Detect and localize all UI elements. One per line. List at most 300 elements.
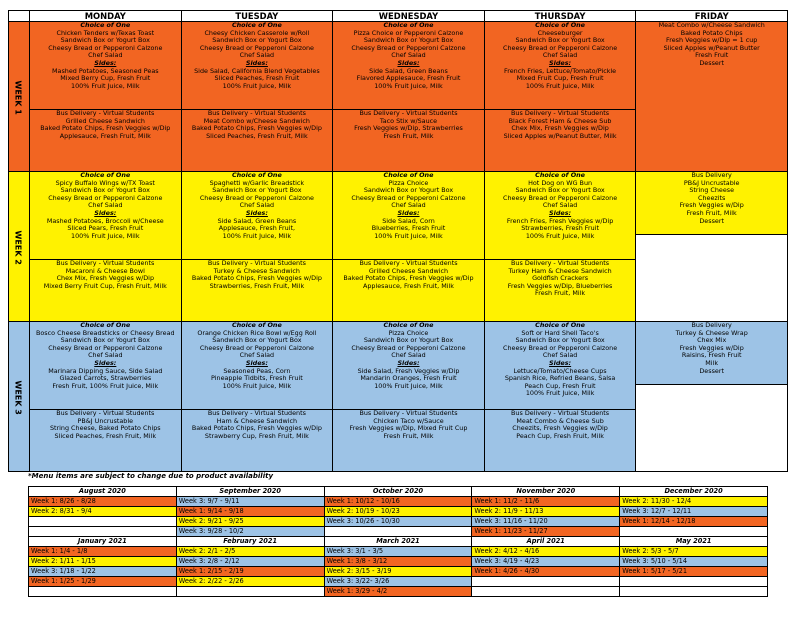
week-label: WEEK 2 <box>13 230 23 265</box>
menu-item: Grilled Cheese Sandwich <box>65 117 145 125</box>
menu-item: Chef Salad <box>88 352 123 360</box>
menu-item: Orange Chicken Rice Bowl w/Egg Roll <box>197 329 317 337</box>
school-menu-block <box>485 172 636 259</box>
calendar-week-cell: Week 1: 8/26 - 8/28 <box>29 497 177 507</box>
menu-item: Baked Potato Chips <box>680 29 743 37</box>
menu-item: Chef Salad <box>239 202 275 210</box>
menu-item: Fresh Fruit, Milk <box>383 132 434 140</box>
virtual-menu-block <box>30 109 181 140</box>
menu-item: Chef Salad <box>239 352 275 360</box>
school-menu-block <box>30 172 181 259</box>
menu-item: Chicken Tenders w/Texas Toast <box>56 29 155 37</box>
calendar-month-header: September 2020 <box>176 487 324 497</box>
menu-cell <box>30 172 182 322</box>
choice-heading: Choice of One <box>231 172 282 179</box>
sides-heading: Sides: <box>94 209 117 217</box>
menu-item: Chex Mix <box>697 337 727 345</box>
calendar-month-header: April 2021 <box>472 537 620 547</box>
choice-heading: Choice of One <box>231 322 282 329</box>
menu-item: Bus Delivery - Virtual Students <box>511 410 610 417</box>
calendar-row <box>29 507 768 517</box>
menu-item: Hot Dog on WG Bun <box>528 179 593 187</box>
menu-cell <box>30 322 182 472</box>
menu-cell <box>181 22 333 172</box>
choice-heading: Choice of One <box>80 172 131 179</box>
calendar-week-cell: Week 2: 10/19 - 10/23 <box>324 507 472 517</box>
menu-item: Cheesy Bread or Pepperoni Calzone <box>351 194 466 202</box>
choice-heading: Choice of One <box>80 22 131 29</box>
menu-item: 100% Fruit Juice, Milk <box>222 82 292 90</box>
menu-cell <box>30 22 182 172</box>
calendar-row <box>29 587 768 597</box>
menu-item: Bus Delivery - Virtual Students <box>511 260 610 267</box>
menu-item: Chef Salad <box>391 352 426 360</box>
menu-item: Cheezits, Fresh Veggies w/Dip <box>512 425 608 433</box>
menu-item: Mashed Potatoes, Seasoned Peas <box>52 67 159 75</box>
calendar-week-cell: Week 1: 2/15 - 2/19 <box>176 567 324 577</box>
menu-item: Side Salad, Fresh Veggies w/Dip <box>357 367 460 375</box>
calendar-week-cell: Week 2: 3/15 - 3/19 <box>324 567 472 577</box>
choice-heading: Choice of One <box>383 322 434 329</box>
calendar-week-cell: Week 3: 12/7 - 12/11 <box>620 507 768 517</box>
calendar-week-cell: Week 2: 1/11 - 1/15 <box>29 557 177 567</box>
availability-note: *Menu items are subject to change due to product availability <box>28 472 274 480</box>
virtual-menu-block <box>485 259 636 298</box>
menu-item: Cheesy Chicken Casserole w/Roll <box>204 29 310 37</box>
menu-item: Spanish Rice, Refried Beans, Salsa <box>504 375 616 383</box>
menu-item: Cheeseburger <box>537 29 583 37</box>
menu-item: Turkey Ham & Cheese Sandwich <box>508 267 612 275</box>
calendar-month-header: October 2020 <box>324 487 472 497</box>
calendar-week-cell: Week 3: 3/1 - 3/5 <box>324 547 472 557</box>
menu-item: Bus Delivery - Virtual Students <box>359 110 458 117</box>
menu-item: Sandwich Box or Yogurt Box <box>363 337 454 345</box>
calendar-week-cell: Week 1: 11/23 - 11/27 <box>472 527 620 537</box>
day-header-wednesday: WEDNESDAY <box>333 11 485 22</box>
calendar-week-cell <box>29 517 177 527</box>
calendar-week-cell: Week 2: 8/31 - 9/4 <box>29 507 177 517</box>
choice-heading: Choice of One <box>535 22 586 29</box>
menu-item: Mixed Fruit Cup, Fresh Fruit <box>516 75 604 83</box>
menu-item: Chex Mix, Fresh Veggies w/Dip <box>56 275 155 283</box>
menu-item: Bus Delivery - Virtual Students <box>511 110 610 117</box>
menu-item: Baked Potato Chips, Fresh Veggies w/Dip <box>191 275 322 283</box>
menu-item: 100% Fruit Juice, Milk <box>222 232 292 240</box>
menu-item: Fresh Veggies w/Dip, Mixed Fruit Cup <box>349 425 468 433</box>
sides-heading: Sides: <box>245 59 268 67</box>
menu-item: Fresh Veggies w/Dip <box>679 344 744 352</box>
menu-item: Sliced Apples w/Peanut Butter, Milk <box>503 132 617 140</box>
menu-item: Cheesy Bread or Pepperoni Calzone <box>199 194 314 202</box>
menu-item: Sandwich Box or Yogurt Box <box>363 37 454 45</box>
menu-item: Peach Cup, Fresh Fruit <box>524 382 596 390</box>
sides-heading: Sides: <box>549 359 572 367</box>
virtual-menu-block <box>333 409 484 440</box>
menu-item: Black Forest Ham & Cheese Sub <box>508 117 612 125</box>
day-header-thursday: THURSDAY <box>484 11 636 22</box>
menu-item: Chef Salad <box>88 202 123 210</box>
menu-item: Strawberries, Fresh Fruit, Milk <box>209 282 305 290</box>
menu-item: Spaghetti w/Garlic Breadstick <box>209 179 305 187</box>
calendar-row <box>29 557 768 567</box>
school-menu-block <box>333 322 484 409</box>
menu-item: Pineapple Tidbits, Fresh Fruit <box>211 375 303 383</box>
calendar-week-cell: Week 1: 5/17 - 5/21 <box>620 567 768 577</box>
menu-item: Spicy Buffalo Wings w/TX Toast <box>55 179 155 187</box>
menu-item: Macaroni & Cheese Bowl <box>65 267 145 275</box>
calendar-row <box>29 527 768 537</box>
menu-item: Chef Salad <box>391 202 426 210</box>
menu-item: String Cheese <box>689 187 735 195</box>
menu-item: Pizza Choice <box>388 329 429 337</box>
choice-heading: Choice of One <box>80 322 131 329</box>
sides-heading: Sides: <box>245 359 268 367</box>
menu-cell <box>333 22 485 172</box>
week-label-cell <box>9 322 30 472</box>
calendar-week-cell: Week 3: 10/26 - 10/30 <box>324 517 472 527</box>
calendar-week-cell <box>620 587 768 597</box>
corner-cell <box>9 11 30 22</box>
menu-item: Soft or Hard Shell Taco's <box>521 329 599 337</box>
school-menu-block <box>636 172 787 235</box>
school-menu-block <box>30 322 181 409</box>
menu-item: Strawberry Cup, Fresh Fruit, Milk <box>204 432 309 440</box>
calendar-week-cell <box>472 577 620 587</box>
calendar-week-cell: Week 1: 10/12 - 10/16 <box>324 497 472 507</box>
menu-item: Baked Potato Chips, Fresh Veggies w/Dip <box>191 425 322 433</box>
week-label: WEEK 3 <box>13 380 23 415</box>
sides-heading: Sides: <box>397 59 420 67</box>
menu-item: Bus Delivery - Virtual Students <box>56 110 155 117</box>
menu-item: Dessert <box>699 217 724 225</box>
menu-item: Blueberries, Fresh Fruit <box>371 225 446 233</box>
school-menu-block <box>333 172 484 259</box>
menu-item: Sandwich Box or Yogurt Box <box>515 337 605 345</box>
menu-item: 100% Fruit Juice, Milk <box>374 82 443 90</box>
calendar-week-cell <box>472 587 620 597</box>
sides-heading: Sides: <box>549 59 572 67</box>
calendar-week-cell <box>324 527 472 537</box>
menu-item: Cheesy Bread or Pepperoni Calzone <box>503 194 618 202</box>
menu-item: Mixed Berry Cup, Fresh Fruit <box>60 75 151 83</box>
calendar-month-header: August 2020 <box>29 487 177 497</box>
calendar-week-cell: Week 1: 12/14 - 12/18 <box>620 517 768 527</box>
choice-heading: Choice of One <box>535 322 586 329</box>
menu-item: French Fries, Lettuce/Tomato/Pickle <box>504 67 617 75</box>
calendar-week-cell: Week 1: 11/2 - 11/6 <box>472 497 620 507</box>
calendar-week-cell: Week 3: 9/28 - 10/2 <box>176 527 324 537</box>
menu-item: Grilled Cheese Sandwich <box>368 267 449 275</box>
calendar-week-cell: Week 2: 9/21 - 9/25 <box>176 517 324 527</box>
menu-item: Side Salad, Corn <box>382 217 435 225</box>
menu-item: Chicken Taco w/Sauce <box>373 417 444 425</box>
menu-item: Cheesy Bread or Pepperoni Calzone <box>503 344 618 352</box>
virtual-menu-block <box>333 259 484 290</box>
menu-item: Chef Salad <box>88 52 123 60</box>
menu-item: Fresh Veggies w/Dip, Strawberries <box>354 125 463 133</box>
menu-item: Peach Cup, Fresh Fruit, Milk <box>516 432 604 440</box>
menu-item: Strawberries, Fresh Fruit <box>521 225 599 233</box>
weekly-menu-table <box>8 10 788 472</box>
menu-item: 100% Fruit Juice, Milk <box>374 382 443 390</box>
calendar-month-header: November 2020 <box>472 487 620 497</box>
virtual-menu-block <box>485 109 636 140</box>
menu-item: 100% Fruit Juice, Milk <box>71 232 140 240</box>
menu-item: Cheesy Bread or Pepperoni Calzone <box>351 344 466 352</box>
sides-heading: Sides: <box>397 209 420 217</box>
week-label-cell <box>9 22 30 172</box>
menu-item: Cheesy Bread or Pepperoni Calzone <box>199 344 314 352</box>
calendar-month-header: May 2021 <box>620 537 768 547</box>
menu-item: Sandwich Box or Yogurt Box <box>212 187 302 195</box>
week-row <box>9 172 788 322</box>
menu-item: Pizza Choice or Pepperoni Calzone <box>353 29 464 37</box>
menu-item: Sliced Peaches, Fresh Fruit, Milk <box>54 432 157 440</box>
calendar-week-cell: Week 2: 5/3 - 5/7 <box>620 547 768 557</box>
calendar-row <box>29 487 768 497</box>
virtual-menu-block <box>485 409 636 440</box>
school-menu-block <box>182 322 333 409</box>
menu-item: Chef Salad <box>542 202 578 210</box>
virtual-menu-block <box>182 109 333 140</box>
calendar-row <box>29 547 768 557</box>
menu-item: Cheezits <box>698 194 726 202</box>
menu-item: Sandwich Box or Yogurt Box <box>60 187 150 195</box>
menu-item: Bus Delivery - Virtual Students <box>207 410 306 417</box>
menu-item: Milk <box>705 359 719 367</box>
menu-item: PB&J Uncrustable <box>77 417 134 425</box>
menu-item: Fresh Fruit, Milk <box>535 290 586 298</box>
menu-item: Fresh Fruit, Milk <box>686 209 737 217</box>
calendar-week-cell: Week 2: 4/12 - 4/16 <box>472 547 620 557</box>
menu-item: Bosco Cheese Breadsticks or Cheesy Bread <box>36 329 175 337</box>
menu-item: 100% Fruit Juice, Milk <box>222 382 292 390</box>
sides-heading: Sides: <box>549 209 572 217</box>
menu-item: Turkey & Cheese Sandwich <box>213 267 300 275</box>
menu-item: String Cheese, Baked Potato Chips <box>49 425 161 433</box>
menu-cell <box>484 172 636 322</box>
calendar-week-cell: Week 3: 11/16 - 11/20 <box>472 517 620 527</box>
menu-item: 100% Fruit Juice, Milk <box>525 390 595 398</box>
calendar-week-cell: Week 2: 2/1 - 2/5 <box>176 547 324 557</box>
menu-item: Sliced Peaches, Fresh Fruit, Milk <box>206 132 308 140</box>
school-menu-block <box>333 22 484 109</box>
menu-item: Baked Potato Chips, Fresh Veggies w/Dip <box>40 125 171 133</box>
virtual-menu-block <box>182 409 333 440</box>
menu-item: Meat Combo & Cheese Sub <box>516 417 604 425</box>
calendar-week-cell: Week 1: 9/14 - 9/18 <box>176 507 324 517</box>
school-menu-block <box>182 172 333 259</box>
menu-item: Sandwich Box or Yogurt Box <box>60 337 150 345</box>
menu-cell <box>484 22 636 172</box>
calendar-week-cell: Week 2: 11/9 - 11/13 <box>472 507 620 517</box>
menu-item: Sliced Peaches, Fresh Fruit <box>214 75 300 83</box>
calendar-week-cell: Week 3: 9/7 - 9/11 <box>176 497 324 507</box>
menu-cell <box>484 322 636 472</box>
school-menu-block <box>182 22 333 109</box>
menu-item: Baked Potato Chips, Fresh Veggies w/Dip <box>191 125 322 133</box>
choice-heading: Choice of One <box>383 172 434 179</box>
menu-item: Flavored Applesauce, Fresh Fruit <box>356 75 461 83</box>
menu-item: Goldfish Crackers <box>532 275 589 283</box>
calendar-week-cell: Week 1: 3/29 - 4/2 <box>324 587 472 597</box>
calendar-week-cell <box>29 587 177 597</box>
menu-item: Chex Mix, Fresh Veggies w/Dip <box>511 125 609 133</box>
menu-item: Raisins, Fresh Fruit <box>681 352 742 360</box>
calendar-week-cell: Week 3: 4/19 - 4/23 <box>472 557 620 567</box>
menu-body <box>9 22 788 472</box>
menu-item: Dessert <box>699 367 724 375</box>
menu-item: Sliced Apples w/Peanut Butter <box>663 44 760 52</box>
virtual-menu-block <box>182 259 333 290</box>
calendar-week-cell: Week 1: 1/4 - 1/8 <box>29 547 177 557</box>
menu-item: Sandwich Box or Yogurt Box <box>515 37 605 45</box>
day-header-monday: MONDAY <box>30 11 182 22</box>
calendar-month-header: December 2020 <box>620 487 768 497</box>
day-header-friday: FRIDAY <box>636 11 788 22</box>
calendar-week-cell: Week 3: 1/18 - 1/22 <box>29 567 177 577</box>
calendar-week-cell: Week 1: 4/26 - 4/30 <box>472 567 620 577</box>
week-label: WEEK 1 <box>13 80 23 115</box>
menu-item: Sandwich Box or Yogurt Box <box>515 187 605 195</box>
menu-item: Bus Delivery - Virtual Students <box>207 110 306 117</box>
menu-item: Sliced Pears, Fresh Fruit <box>67 225 144 233</box>
menu-cell <box>333 322 485 472</box>
menu-item: Glazed Carrots, Strawberries <box>59 375 152 383</box>
menu-item: Cheesy Bread or Pepperoni Calzone <box>199 44 314 52</box>
menu-item: Cheesy Bread or Pepperoni Calzone <box>351 44 466 52</box>
calendar-week-cell: Week 2: 2/22 - 2/26 <box>176 577 324 587</box>
menu-item: Pizza Choice <box>388 179 429 187</box>
calendar-row <box>29 517 768 527</box>
calendar-week-cell: Week 3: 3/22- 3/26 <box>324 577 472 587</box>
menu-item: Chef Salad <box>542 352 578 360</box>
menu-item: Bus Delivery - Virtual Students <box>56 260 155 267</box>
day-header-tuesday: TUESDAY <box>181 11 333 22</box>
calendar-week-cell <box>29 527 177 537</box>
calendar-row <box>29 577 768 587</box>
sides-heading: Sides: <box>94 359 117 367</box>
menu-item: 100% Fruit Juice, Milk <box>525 232 595 240</box>
calendar-row <box>29 497 768 507</box>
school-menu-block <box>636 22 787 68</box>
calendar-month-header: February 2021 <box>176 537 324 547</box>
menu-item: Bus Delivery - Virtual Students <box>359 410 458 417</box>
virtual-menu-block <box>30 259 181 290</box>
calendar-row <box>29 567 768 577</box>
calendar-month-header: January 2021 <box>29 537 177 547</box>
menu-cell <box>636 172 788 322</box>
choice-heading: Choice of One <box>535 172 586 179</box>
calendar-row <box>29 537 768 547</box>
menu-item: Cheesy Bread or Pepperoni Calzone <box>503 44 618 52</box>
menu-cell <box>636 22 788 172</box>
calendar-body <box>29 487 768 597</box>
menu-item: Ham & Cheese Sandwich <box>216 417 298 425</box>
menu-item: Cheesy Bread or Pepperoni Calzone <box>48 44 163 52</box>
sides-heading: Sides: <box>245 209 268 217</box>
sides-heading: Sides: <box>397 359 420 367</box>
menu-item: Side Salad, Green Beans <box>217 217 297 225</box>
school-menu-block <box>30 22 181 109</box>
menu-item: Turkey & Cheese Wrap <box>675 329 748 337</box>
menu-item: Seasoned Peas, Corn <box>223 367 291 375</box>
menu-item: Lettuce/Tomato/Cheese Cups <box>513 367 607 375</box>
menu-cell <box>181 322 333 472</box>
menu-item: Fresh Veggies w/Dip <box>679 202 744 210</box>
menu-item: Fresh Veggies w/Dip = 1 cup <box>666 37 758 45</box>
menu-item: Bus Delivery - Virtual Students <box>207 260 306 267</box>
menu-cell <box>181 172 333 322</box>
menu-item: Applesauce, Fresh Fruit, <box>218 225 296 233</box>
choice-heading: Choice of One <box>383 22 434 29</box>
calendar-week-cell: Week 3: 5/10 - 5/14 <box>620 557 768 567</box>
menu-item: Mashed Potatoes, Broccoli w/Cheese <box>46 217 164 225</box>
menu-item: Bus Delivery <box>691 322 732 329</box>
menu-item: 100% Fruit Juice, Milk <box>71 82 140 90</box>
calendar-week-cell: Week 1: 1/25 - 1/29 <box>29 577 177 587</box>
calendar-week-cell: Week 3: 2/8 - 2/12 <box>176 557 324 567</box>
menu-item: Fresh Fruit, Milk <box>383 432 434 440</box>
menu-item: Sandwich Box or Yogurt Box <box>212 37 302 45</box>
school-menu-block <box>636 322 787 385</box>
schedule-calendar <box>28 486 768 597</box>
menu-item: Sandwich Box or Yogurt Box <box>363 187 454 195</box>
menu-item: Fresh Fruit <box>695 52 729 60</box>
menu-item: Sandwich Box or Yogurt Box <box>60 37 150 45</box>
menu-item: Mandarin Oranges, Fresh Fruit <box>360 375 457 383</box>
menu-item: Cheesy Bread or Pepperoni Calzone <box>48 194 163 202</box>
sides-heading: Sides: <box>94 59 117 67</box>
menu-item: 100% Fruit Juice, Milk <box>525 82 595 90</box>
week-row <box>9 22 788 172</box>
menu-item: Chef Salad <box>391 52 426 60</box>
school-menu-block <box>485 22 636 109</box>
menu-item: Chef Salad <box>239 52 275 60</box>
menu-item: Baked Potato Chips, Fresh Veggies w/Dip <box>343 275 474 283</box>
virtual-menu-block <box>30 409 181 440</box>
menu-cell <box>333 172 485 322</box>
menu-cell <box>636 322 788 472</box>
menu-item: PB&J Uncrustable <box>683 179 740 187</box>
menu-item: Mixed Berry Fruit Cup, Fresh Fruit, Milk <box>43 282 167 290</box>
calendar-week-cell <box>620 527 768 537</box>
menu-item: Fresh Veggies w/Dip, Blueberries <box>507 282 613 290</box>
menu-item: Bus Delivery - Virtual Students <box>56 410 155 417</box>
menu-item: Chef Salad <box>542 52 578 60</box>
menu-item: Fresh Fruit, 100% Fruit Juice, Milk <box>52 382 159 390</box>
menu-item: 100% Fruit Juice, Milk <box>374 232 443 240</box>
menu-item: Applesauce, Fresh Fruit, Milk <box>59 132 151 140</box>
menu-item: Dessert <box>699 59 724 67</box>
menu-item: Marinara Dipping Sauce, Side Salad <box>48 367 163 375</box>
menu-item: Taco Stix w/Sauce <box>379 117 438 125</box>
calendar-week-cell: Week 2: 11/30 - 12/4 <box>620 497 768 507</box>
week-row <box>9 322 788 472</box>
menu-item: Applesauce, Fresh Fruit, Milk <box>362 282 454 290</box>
calendar-week-cell: Week 1: 3/8 - 3/12 <box>324 557 472 567</box>
menu-item: French Fries, Fresh Veggies w/Dip <box>506 217 614 225</box>
choice-heading: Choice of One <box>231 22 282 29</box>
virtual-menu-block <box>333 109 484 140</box>
menu-item: Cheesy Bread or Pepperoni Calzone <box>48 344 163 352</box>
week-label-cell <box>9 172 30 322</box>
menu-item: Bus Delivery <box>691 172 732 179</box>
school-menu-block <box>485 322 636 409</box>
calendar-week-cell <box>176 587 324 597</box>
menu-item: Meat Combo w/Cheese Sandwich <box>203 117 310 125</box>
menu-item: Side Salad, Green Beans <box>369 67 448 75</box>
